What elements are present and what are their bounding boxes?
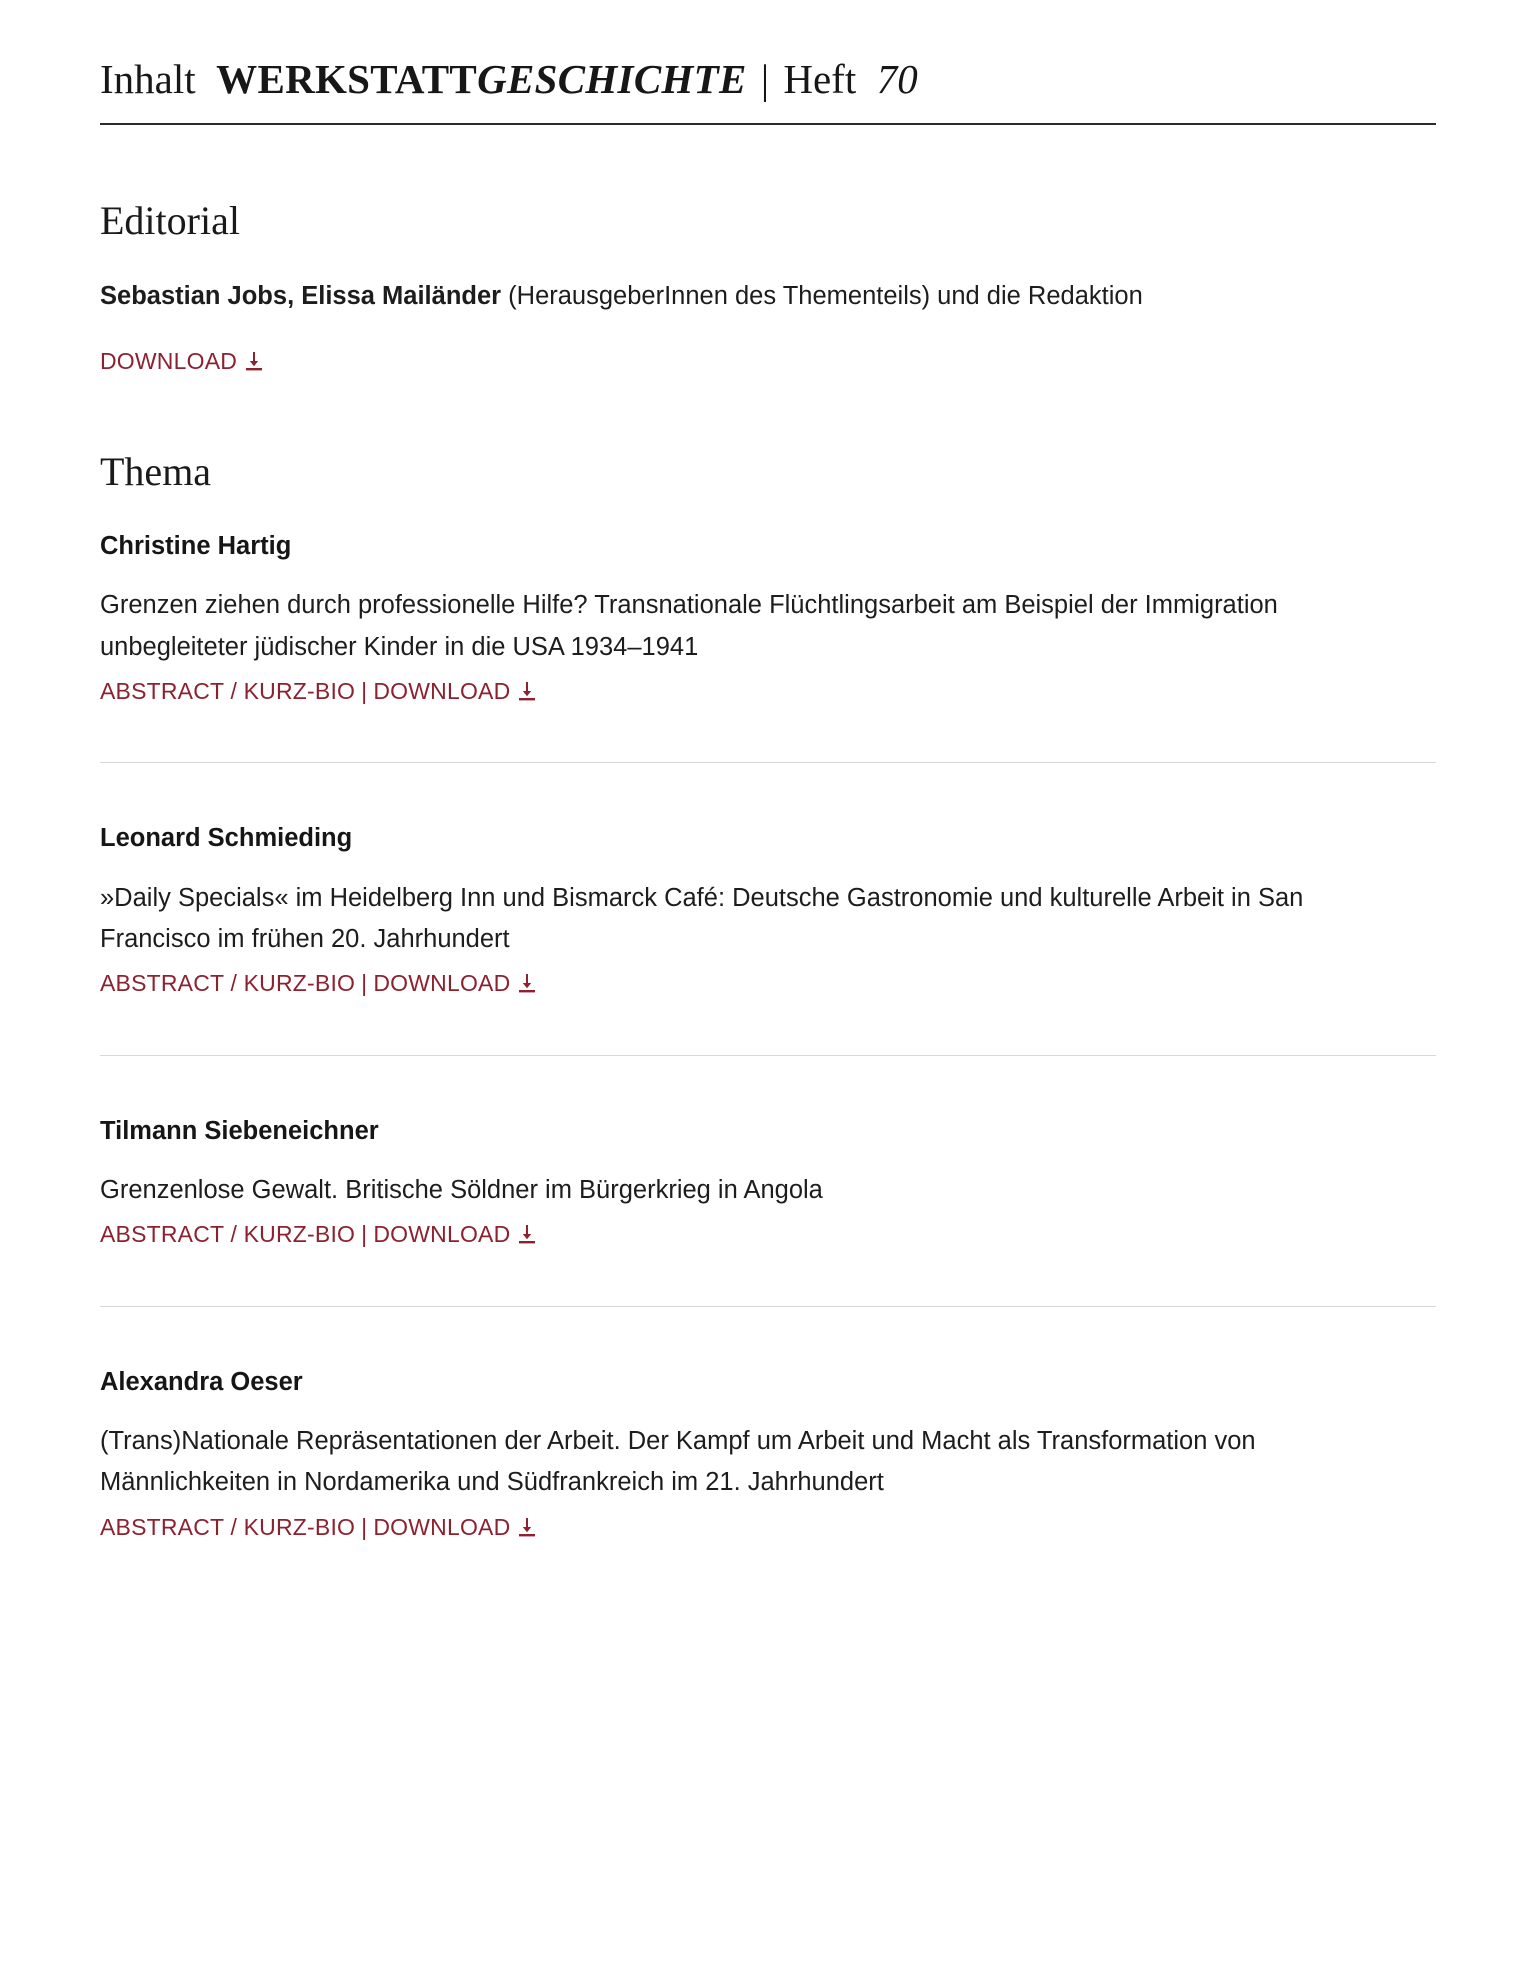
entry-author: Leonard Schmieding: [100, 824, 353, 853]
masthead-geschichte: GESCHICHTE: [477, 56, 747, 102]
entry-author-suffix: (HerausgeberInnen des Thementeils) und die Redaktion: [501, 282, 1143, 311]
entry-title: Grenzenlose Gewalt. Britische Söldner im Bürgerkrieg in Angola: [100, 1175, 823, 1204]
download-link[interactable]: [100, 348, 237, 374]
entry-oeser: [100, 1307, 1436, 1544]
entry-links: [100, 1217, 1436, 1252]
masthead-issue-number: 70: [876, 56, 918, 102]
section-title-thema: Thema: [100, 449, 212, 495]
entry-title: (Trans)Nationale Repräsentationen der Arbeit. Der Kampf um Arbeit und Macht als Transformation von Männlichkeiten in Nordamerika und Südfrankreich im 21. Jahrhundert: [100, 1427, 1256, 1497]
abstract-kurzbio-link[interactable]: ABSTRACT / KURZ-BIO: [100, 677, 356, 704]
entry-links-editorial: [100, 344, 1436, 379]
entry-author: Christine Hartig: [100, 532, 292, 561]
links-separator: |: [361, 970, 368, 997]
entry-editorial: [100, 250, 1436, 378]
entry-schmieding: [100, 763, 1436, 1000]
download-icon[interactable]: [244, 351, 264, 372]
entry-siebeneichner: [100, 1056, 1436, 1252]
download-link[interactable]: DOWNLOAD: [373, 677, 511, 704]
download-label: DOWNLOAD: [100, 347, 238, 374]
entry-author: Tilmann Siebeneichner: [100, 1116, 379, 1145]
entry-links: [100, 1510, 1436, 1545]
abstract-kurzbio-link[interactable]: ABSTRACT / KURZ-BIO: [100, 1221, 356, 1248]
download-link[interactable]: DOWNLOAD: [373, 1513, 511, 1540]
download-icon[interactable]: [517, 681, 537, 702]
entry-links: [100, 966, 1436, 1001]
download-link[interactable]: DOWNLOAD: [373, 970, 511, 997]
links-separator: |: [361, 1513, 368, 1540]
entry-title: Grenzen ziehen durch professionelle Hilfe? Transnationale Flüchtlingsarbeit am Beispiel der Immigration unbegleiteter jüdischer Kinder in die USA 1934–1941: [100, 591, 1278, 661]
masthead-heft-label: Heft: [783, 56, 857, 102]
links-separator: |: [361, 1221, 368, 1248]
download-icon[interactable]: [517, 1517, 537, 1538]
abstract-kurzbio-link[interactable]: ABSTRACT / KURZ-BIO: [100, 1513, 356, 1540]
masthead-separator: |: [760, 56, 770, 102]
entry-author: Sebastian Jobs, Elissa Mailänder: [100, 282, 502, 311]
entry-author: Alexandra Oeser: [100, 1367, 303, 1396]
download-icon[interactable]: [517, 973, 537, 994]
links-separator: |: [361, 677, 368, 704]
entry-title: »Daily Specials« im Heidelberg Inn und Bismarck Café: Deutsche Gastronomie und kulturelle Arbeit in San Francisco im frühen 20. Jahrhundert: [100, 883, 1304, 953]
download-link[interactable]: DOWNLOAD: [373, 1221, 511, 1248]
entry-hartig: [100, 501, 1436, 708]
download-icon[interactable]: [517, 1224, 537, 1245]
entry-links: [100, 674, 1436, 709]
masthead-werkstatt: WERKSTATT: [216, 56, 478, 102]
masthead-inhalt: Inhalt: [100, 56, 196, 102]
section-title-editorial: Editorial: [100, 198, 240, 244]
abstract-kurzbio-link[interactable]: ABSTRACT / KURZ-BIO: [100, 970, 356, 997]
masthead: [100, 0, 1436, 125]
editorial-authors-line: [100, 276, 1335, 317]
